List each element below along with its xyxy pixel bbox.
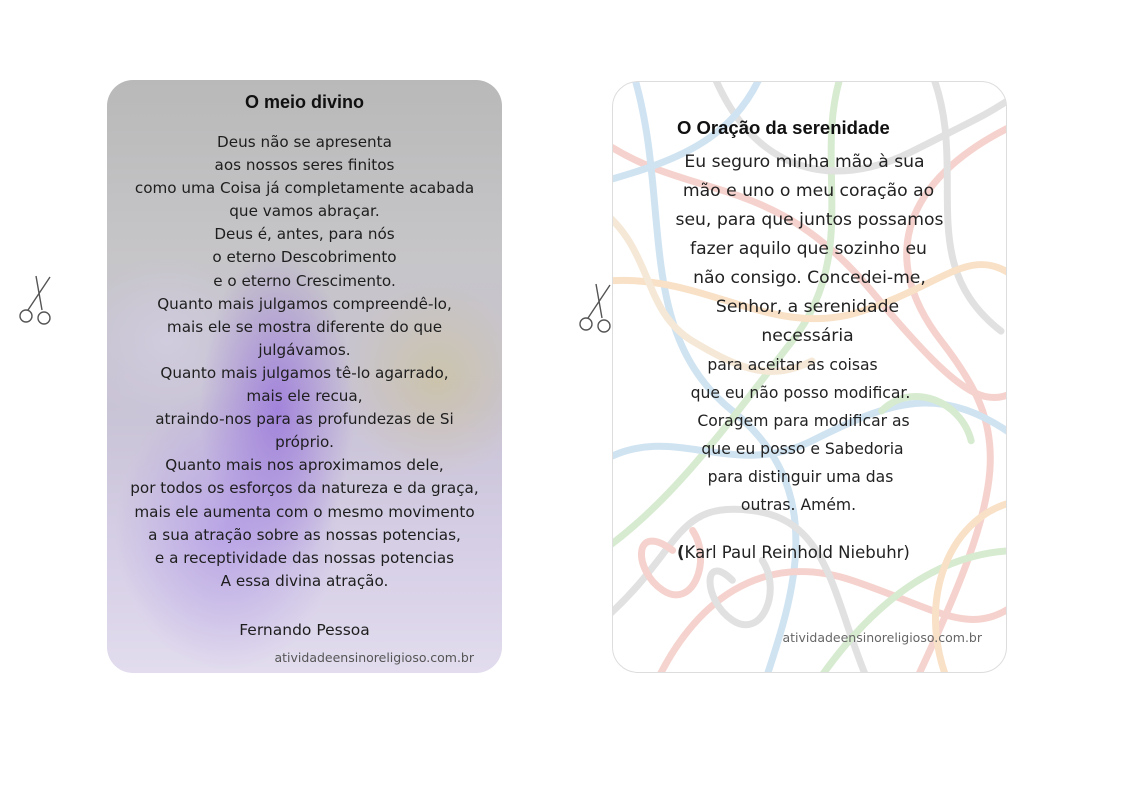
poem-line: como uma Coisa já completamente acabada [134,179,475,198]
prayer-line: outras. Amém. [740,496,857,514]
poem-line: mais ele recua, [246,387,363,406]
poem-line: Quanto mais julgamos tê-lo agarrado, [160,363,449,382]
author-name [677,543,910,562]
poem-line: Quanto mais julgamos compreendê-lo, [157,294,452,313]
prayer-line: para aceitar as coisas [707,356,878,374]
prayer-line: não consigo. Concedei-me, [693,268,926,288]
prayer-text [613,148,1006,519]
poem-line: mais ele se mostra diferente do que [166,317,443,336]
prayer-line: Eu seguro minha mão à sua [684,152,925,172]
card-title: O meio divino [244,92,364,112]
poem-line: a sua atração sobre as nossas potencias, [148,525,461,544]
poem-line: e a receptividade das nossas potencias [154,548,455,567]
prayer-line: para distinguir uma das [707,468,894,486]
scissors-icon [576,282,616,338]
prayer-line: necessária [761,326,854,346]
author-name: Fernando Pessoa [239,621,370,639]
prayer-line: fazer aquilo que sozinho eu [690,239,927,259]
poem-line: Deus não se apresenta [217,133,392,151]
prayer-line: que eu posso e Sabedoria [701,440,904,458]
oracao-serenidade-card [612,81,1007,673]
website-credit: atividadeensinoreligioso.com.br [782,630,982,645]
poem-line: aos nossos seres finitos [214,156,395,175]
author-text: Karl Paul Reinhold Niebuhr) [684,543,910,562]
poem-line: o eterno Descobrimento [212,248,397,267]
prayer-line: Senhor, a serenidade [715,297,900,317]
meio-divino-card [107,80,502,673]
poem-line: Deus é, antes, para nós [214,225,395,244]
poem-line: julgávamos. [258,340,351,359]
poem-line: atraindo-nos para as profundezas de Si [155,410,454,429]
prayer-line: Coragem para modificar as [697,412,910,430]
poem-line: mais ele aumenta com o mesmo movimento [134,502,475,521]
poem-line: e o eterno Crescimento. [213,271,396,290]
prayer-line: que eu não posso modificar. [690,384,911,402]
author-open-paren: ( [677,543,685,562]
card-title: O Oração da serenidade [677,117,890,138]
poem-text [107,131,502,593]
poem-line: por todos os esforços da natureza e da graça, [130,479,479,498]
prayer-line: seu, para que juntos possamos [675,210,944,230]
poem-line: que vamos abraçar. [229,202,380,221]
prayer-line: mão e uno o meu coração ao [682,181,935,201]
scissors-icon [16,274,56,330]
website-credit: atividadeensinoreligioso.com.br [274,650,474,665]
poem-line: próprio. [275,433,334,452]
poem-line: A essa divina atração. [220,571,389,590]
poem-line: Quanto mais nos aproximamos dele, [165,456,444,475]
